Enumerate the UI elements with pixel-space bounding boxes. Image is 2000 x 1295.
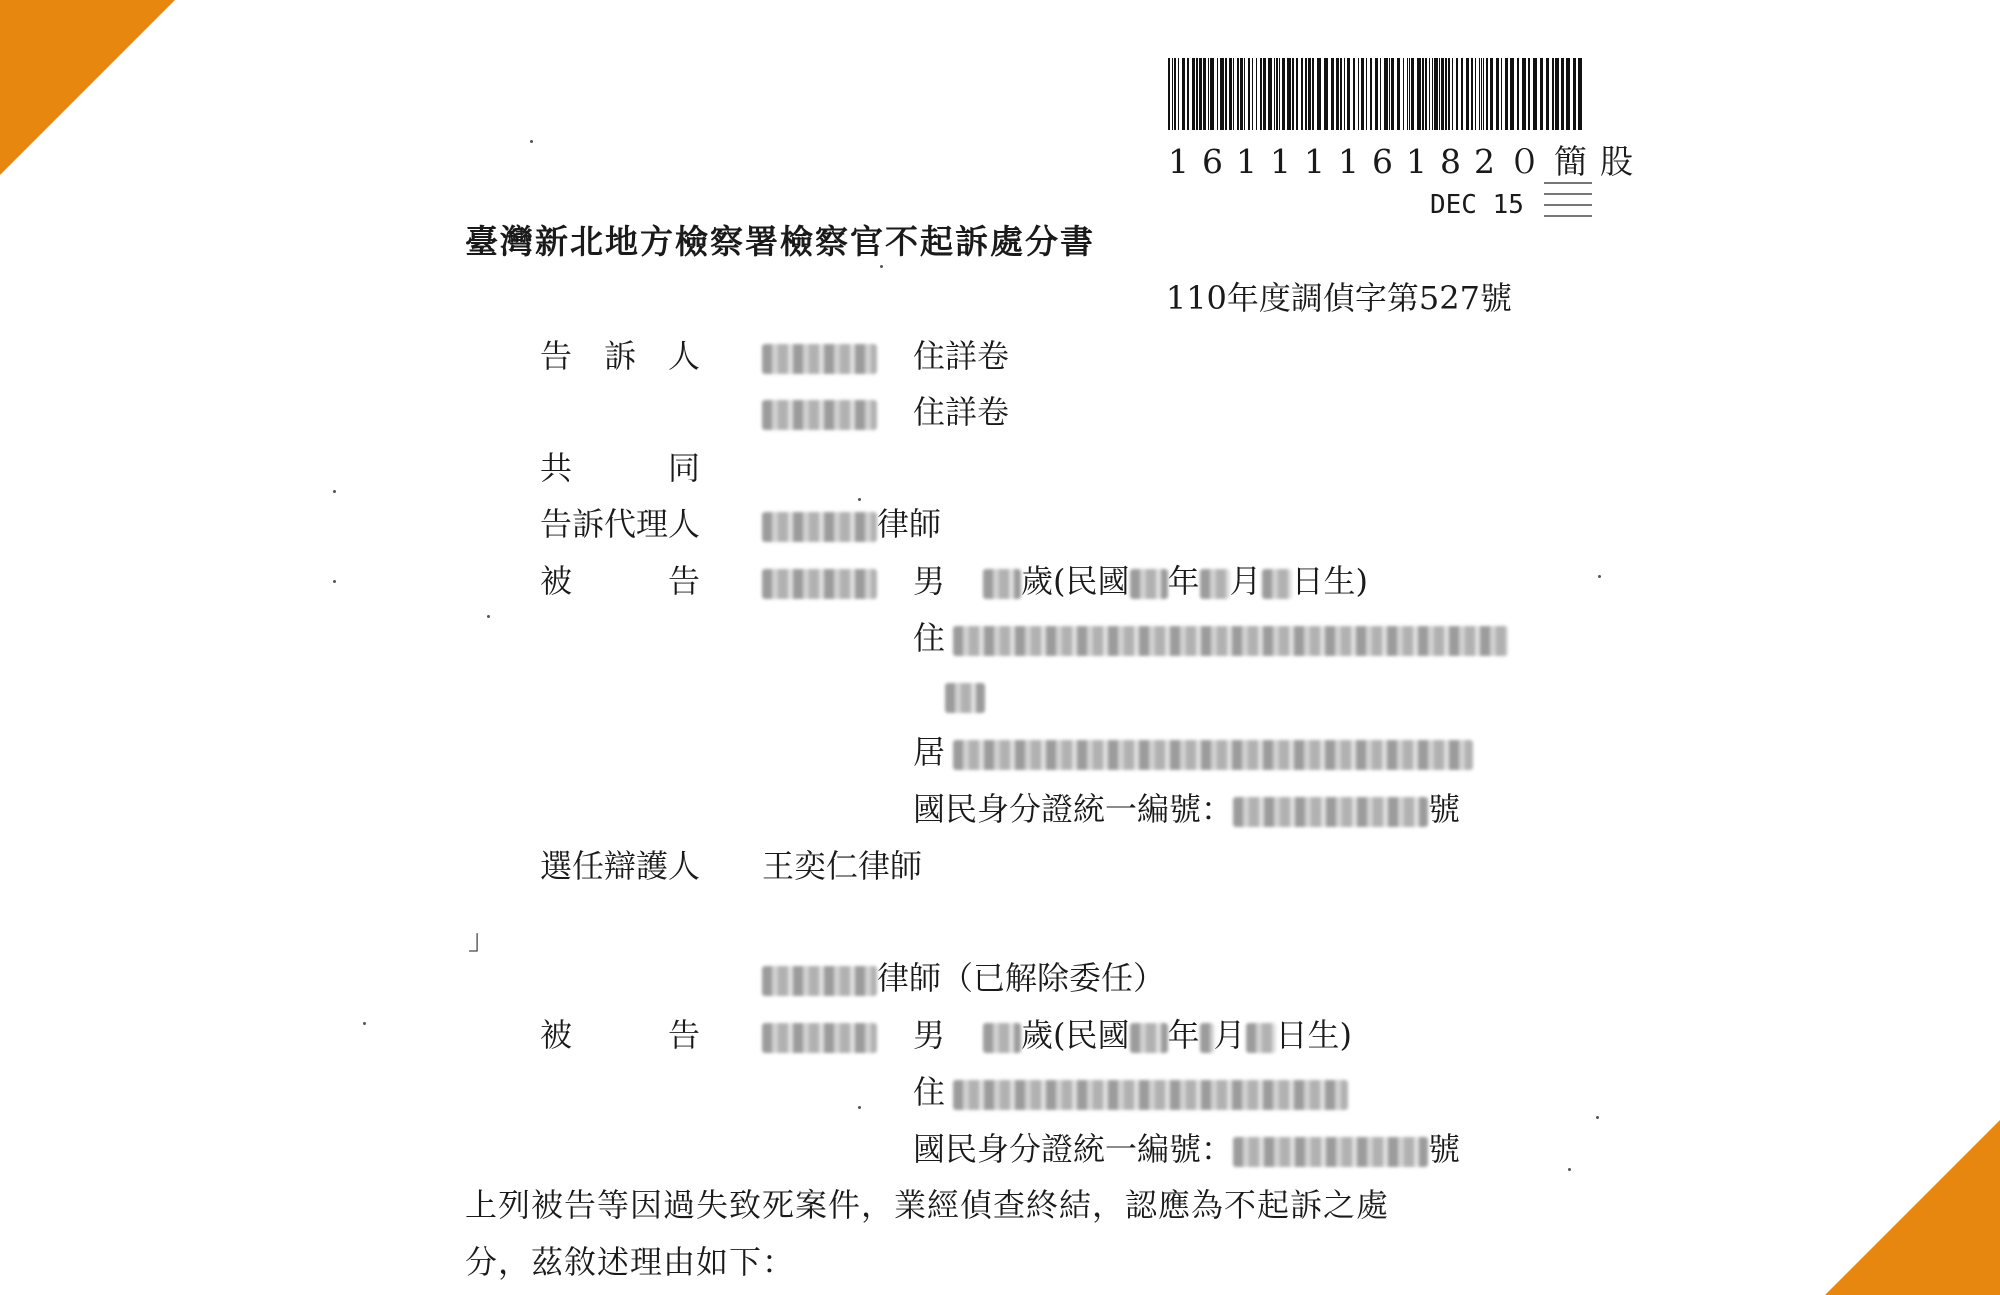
counsel-label: 選任辯護人 (540, 847, 701, 885)
barcode-bar (1248, 58, 1250, 130)
barcode-bar (1256, 58, 1257, 130)
age-prefix-2: 歲(民國 (1021, 1016, 1130, 1054)
scan-speck (1596, 1116, 1599, 1119)
barcode-bar (1522, 58, 1526, 130)
barcode-bar (1434, 58, 1438, 130)
case-number: 110年度調偵字第527號 (1165, 279, 1512, 317)
barcode-bar (1546, 58, 1549, 130)
age-prefix: 歲(民國 (1021, 562, 1130, 600)
barcode-bar (1208, 58, 1209, 130)
redacted-year (1130, 569, 1168, 599)
barcode-bar (1445, 58, 1447, 130)
scan-speck (530, 140, 533, 143)
barcode-bar (1344, 58, 1345, 130)
barcode-bar (1505, 58, 1508, 130)
barcode-bar (1456, 58, 1458, 130)
barcode-bar (1237, 58, 1239, 130)
document-title: 臺灣新北地方檢察署檢察官不起訴處分書 (465, 222, 1095, 261)
redacted-defendant-2-name (762, 1023, 877, 1053)
barcode-bar (1461, 58, 1463, 130)
barcode-bar (1409, 58, 1410, 130)
barcode-bar (1312, 58, 1314, 130)
complainant-2-address: 住詳卷 (913, 393, 1010, 431)
day-label-2: 日生) (1275, 1016, 1353, 1054)
barcode-number: 1611116182０簡股 (1168, 142, 1646, 181)
id-suffix-2: 號 (1428, 1130, 1461, 1168)
scan-speck (1598, 575, 1601, 578)
barcode-bar (1380, 58, 1381, 130)
scan-speck (333, 580, 336, 583)
barcode-bar (1182, 58, 1185, 130)
redacted-defendant-1-name (762, 569, 877, 599)
barcode-bar (1552, 58, 1554, 130)
year-label-2: 年 (1167, 1016, 1200, 1054)
barcode-bar (1192, 58, 1195, 130)
barcode-bar (1308, 58, 1311, 130)
barcode-bar (1407, 58, 1408, 130)
barcode-bar (1229, 58, 1232, 130)
redacted-agent-name (762, 512, 877, 542)
corner-decoration-bottom-right (1825, 1120, 2000, 1295)
agent-label: 告訴代理人 (540, 505, 701, 543)
day-label: 日生) (1291, 562, 1369, 600)
redacted-dwelling-address (953, 740, 1473, 770)
barcode-bar (1566, 58, 1570, 130)
body-line-1: 上列被告等因過失致死案件，業經偵查終結，認應為不起訴之處 (465, 1186, 1390, 1224)
barcode-bar (1324, 58, 1328, 130)
barcode-bar (1260, 58, 1262, 130)
redacted-month (1200, 569, 1230, 599)
dwelling-label: 居 (913, 733, 946, 771)
barcode-bar (1439, 58, 1440, 130)
barcode-bar (1448, 58, 1450, 130)
body-line-2: 分，茲敘述理由如下： (465, 1243, 796, 1281)
redacted-residence-address-2 (953, 1080, 1348, 1110)
barcode-bar (1479, 58, 1480, 130)
counsel-name: 王奕仁律師 (762, 847, 923, 885)
barcode-bar (1452, 58, 1453, 130)
barcode-bar (1187, 58, 1189, 130)
barcode-bar (1296, 58, 1298, 130)
complainant-1-address: 住詳卷 (913, 337, 1010, 375)
barcode-bar (1203, 58, 1206, 130)
barcode-bar (1210, 58, 1214, 130)
barcode (1168, 58, 1588, 130)
barcode-bar (1555, 58, 1559, 130)
defendant-1-label: 被 告 (540, 562, 701, 600)
joint-label: 共 同 (540, 449, 701, 487)
redacted-day-2 (1246, 1023, 1276, 1053)
defendant-2-sex: 男 (913, 1016, 946, 1054)
barcode-bar (1172, 58, 1173, 130)
redacted-counsel-2-name (762, 966, 877, 996)
barcode-bar (1276, 58, 1278, 130)
barcode-bar (1411, 58, 1414, 130)
redacted-complainant-2 (762, 400, 877, 430)
barcode-bar (1397, 58, 1400, 130)
barcode-bar (1389, 58, 1390, 130)
barcode-bar (1540, 58, 1543, 130)
barcode-bar (1168, 58, 1170, 130)
month-label: 月 (1229, 562, 1262, 600)
barcode-bar (1174, 58, 1176, 130)
redacted-year-2 (1130, 1023, 1168, 1053)
complainant-label: 告 訴 人 (540, 337, 701, 375)
barcode-bar (1561, 58, 1564, 130)
barcode-bar (1429, 58, 1430, 130)
stamp-marks (1544, 182, 1592, 234)
bracket-mark: 」 (468, 923, 497, 956)
date-stamp: DEC 15 (1430, 190, 1524, 220)
barcode-bar (1317, 58, 1321, 130)
barcode-bar (1578, 58, 1582, 130)
scan-speck (858, 1106, 861, 1109)
barcode-bar (1263, 58, 1266, 130)
barcode-bar (1370, 58, 1372, 130)
barcode-bar (1292, 58, 1294, 130)
defendant-2-label: 被 告 (540, 1016, 701, 1054)
id-label: 國民身分證統一編號： (913, 790, 1234, 828)
residence-label: 住 (913, 619, 946, 657)
barcode-bar (1403, 58, 1404, 130)
barcode-bar (1475, 58, 1476, 130)
barcode-bar (1279, 58, 1280, 130)
barcode-bar (1496, 58, 1499, 130)
redacted-id-number-2 (1233, 1137, 1428, 1167)
barcode-bar (1490, 58, 1493, 130)
barcode-bar (1533, 58, 1537, 130)
barcode-bar (1432, 58, 1433, 130)
barcode-bar (1481, 58, 1482, 130)
barcode-bar (1336, 58, 1339, 130)
barcode-bar (1217, 58, 1218, 130)
redacted-age (983, 569, 1021, 599)
barcode-bar (1384, 58, 1388, 130)
redacted-month-2 (1200, 1023, 1214, 1053)
barcode-bar (1501, 58, 1502, 130)
scan-speck (487, 615, 490, 618)
barcode-bar (1282, 58, 1285, 130)
barcode-bar (1366, 58, 1367, 130)
redacted-age-2 (983, 1023, 1021, 1053)
barcode-bar (1573, 58, 1576, 130)
barcode-bar (1510, 58, 1514, 130)
barcode-bar (1199, 58, 1202, 130)
barcode-bar (1301, 58, 1303, 130)
redacted-id-number (1233, 797, 1428, 827)
id-suffix: 號 (1428, 790, 1461, 828)
barcode-bar (1220, 58, 1224, 130)
barcode-bar (1466, 58, 1469, 130)
barcode-bar (1441, 58, 1444, 130)
barcode-bar (1305, 58, 1307, 130)
barcode-bar (1244, 58, 1245, 130)
scan-speck (1568, 1168, 1571, 1171)
barcode-bar (1517, 58, 1519, 130)
barcode-bar (1375, 58, 1378, 130)
corner-decoration-top-left (0, 0, 175, 175)
scan-speck (333, 490, 336, 493)
barcode-bar (1340, 58, 1342, 130)
barcode-bar (1225, 58, 1227, 130)
residence-label-2: 住 (913, 1073, 946, 1111)
barcode-bar (1528, 58, 1530, 130)
barcode-bar (1358, 58, 1359, 130)
defendant-1-sex: 男 (913, 562, 946, 600)
scan-speck (363, 1022, 366, 1025)
agent-suffix: 律師 (877, 505, 942, 543)
barcode-bar (1483, 58, 1484, 130)
barcode-bar (1417, 58, 1421, 130)
barcode-bar (1274, 58, 1275, 130)
year-label: 年 (1167, 562, 1200, 600)
barcode-bar (1240, 58, 1243, 130)
barcode-bar (1486, 58, 1488, 130)
barcode-bar (1268, 58, 1272, 130)
barcode-bar (1233, 58, 1234, 130)
redacted-complainant-1 (762, 344, 877, 374)
id-label-2: 國民身分證統一編號： (913, 1130, 1234, 1168)
month-label-2: 月 (1213, 1016, 1246, 1054)
scan-speck (858, 498, 861, 501)
barcode-bar (1331, 58, 1334, 130)
barcode-bar (1353, 58, 1355, 130)
redacted-residence-address-cont (945, 683, 985, 713)
redacted-residence-address (953, 626, 1508, 656)
barcode-bar (1347, 58, 1350, 130)
barcode-bar (1425, 58, 1427, 130)
barcode-bar (1287, 58, 1291, 130)
barcode-bar (1361, 58, 1364, 130)
redacted-day (1262, 569, 1292, 599)
counsel-2-suffix: 律師（已解除委任） (877, 959, 1166, 997)
scan-speck (880, 265, 883, 268)
barcode-bar (1422, 58, 1424, 130)
barcode-bar (1178, 58, 1179, 130)
barcode-bar (1196, 58, 1198, 130)
barcode-bar (1252, 58, 1253, 130)
barcode-bar (1391, 58, 1394, 130)
barcode-bar (1471, 58, 1473, 130)
